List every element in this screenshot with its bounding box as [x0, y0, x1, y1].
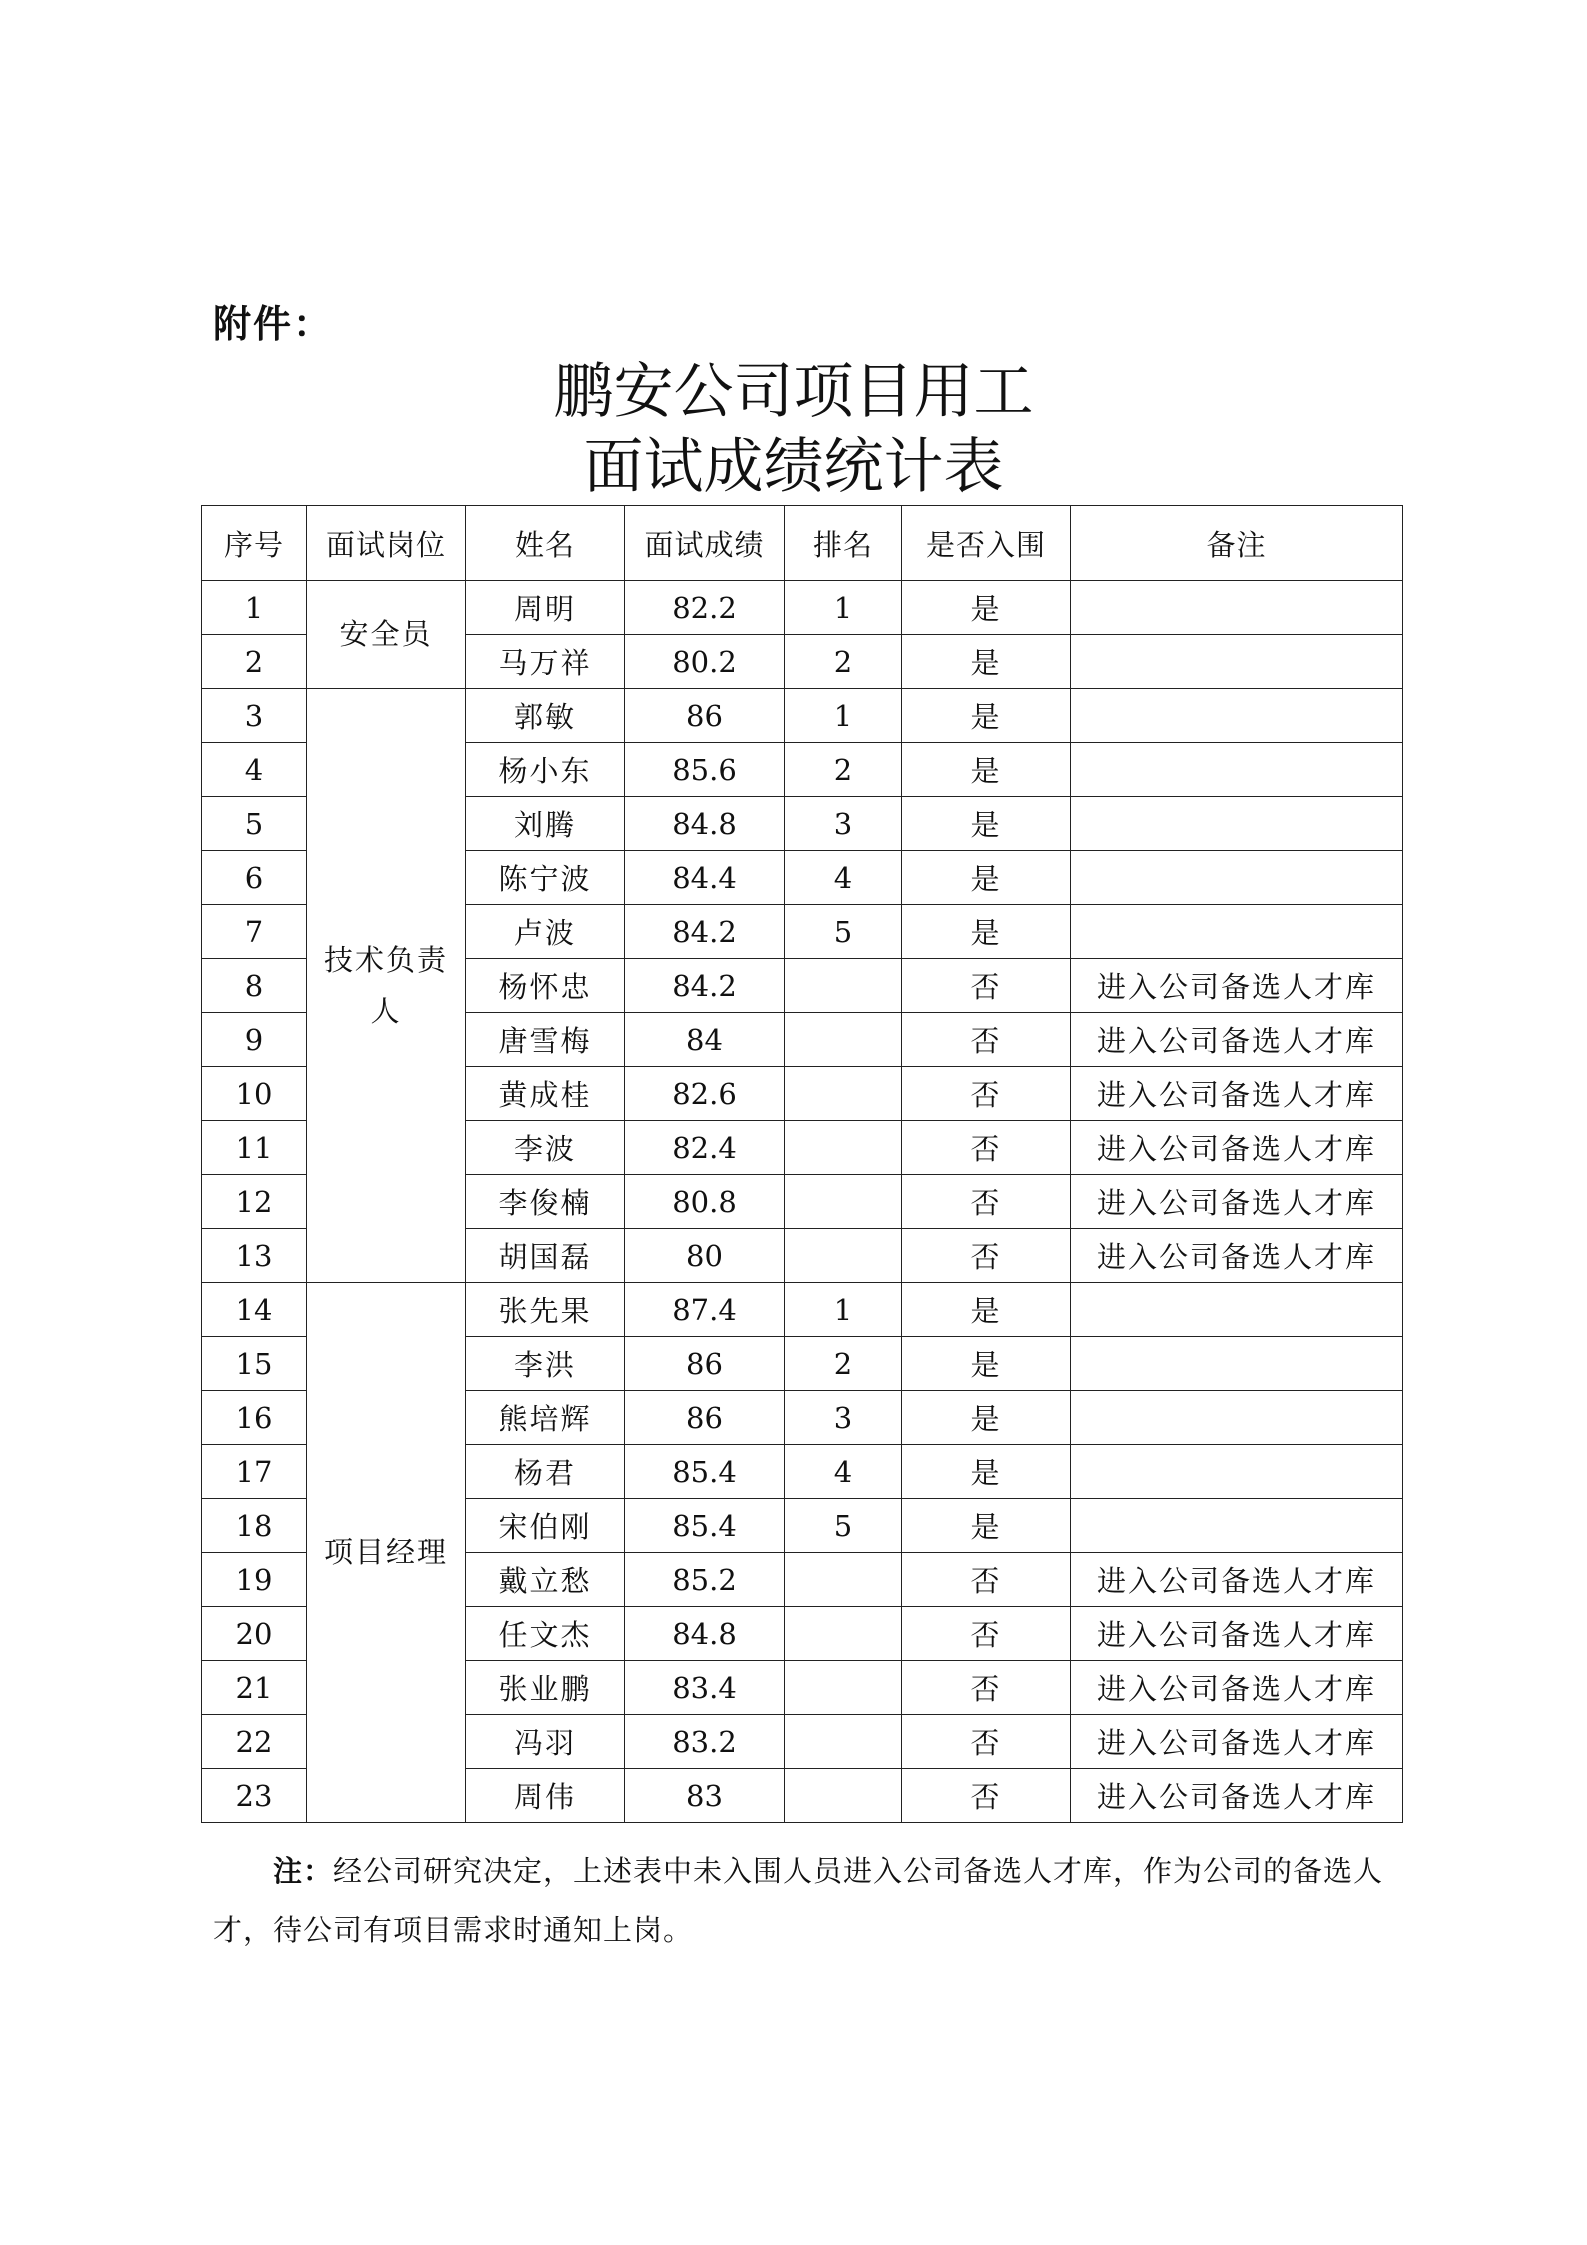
cell-name: 郭敏 [466, 689, 625, 743]
cell-rank [785, 1121, 902, 1175]
cell-rank: 2 [785, 635, 902, 689]
cell-shortlisted: 是 [902, 905, 1071, 959]
cell-no: 14 [202, 1283, 307, 1337]
cell-no: 12 [202, 1175, 307, 1229]
cell-no: 5 [202, 797, 307, 851]
cell-position: 技术负责人 [307, 689, 466, 1283]
cell-rank [785, 1067, 902, 1121]
cell-shortlisted: 否 [902, 1553, 1071, 1607]
cell-name: 任文杰 [466, 1607, 625, 1661]
header-remark: 备注 [1071, 506, 1403, 581]
cell-rank: 1 [785, 581, 902, 635]
cell-score: 84.8 [625, 1607, 785, 1661]
cell-score: 87.4 [625, 1283, 785, 1337]
cell-no: 23 [202, 1769, 307, 1823]
cell-rank: 5 [785, 905, 902, 959]
cell-remark: 进入公司备选人才库 [1071, 1013, 1403, 1067]
cell-shortlisted: 是 [902, 1445, 1071, 1499]
cell-name: 张先果 [466, 1283, 625, 1337]
footnote-label: 注： [273, 1854, 334, 1888]
cell-no: 8 [202, 959, 307, 1013]
cell-name: 李洪 [466, 1337, 625, 1391]
cell-rank: 4 [785, 851, 902, 905]
document-title-line2: 面试成绩统计表 [583, 432, 1004, 502]
cell-no: 13 [202, 1229, 307, 1283]
cell-rank: 1 [785, 689, 902, 743]
table-row [202, 1283, 1403, 1337]
cell-name: 戴立愁 [466, 1553, 625, 1607]
score-table [201, 505, 1403, 1823]
cell-remark: 进入公司备选人才库 [1071, 1661, 1403, 1715]
cell-remark: 进入公司备选人才库 [1071, 1715, 1403, 1769]
cell-name: 周伟 [466, 1769, 625, 1823]
cell-no: 1 [202, 581, 307, 635]
cell-no: 15 [202, 1337, 307, 1391]
cell-remark [1071, 905, 1403, 959]
cell-name: 胡国磊 [466, 1229, 625, 1283]
cell-score: 84 [625, 1013, 785, 1067]
cell-rank [785, 1607, 902, 1661]
cell-no: 3 [202, 689, 307, 743]
cell-score: 86 [625, 689, 785, 743]
attachment-label: 附件： [213, 302, 334, 346]
cell-score: 83.2 [625, 1715, 785, 1769]
cell-name: 周明 [466, 581, 625, 635]
cell-no: 10 [202, 1067, 307, 1121]
cell-no: 4 [202, 743, 307, 797]
cell-remark [1071, 689, 1403, 743]
cell-shortlisted: 是 [902, 743, 1071, 797]
cell-name: 李波 [466, 1121, 625, 1175]
cell-no: 19 [202, 1553, 307, 1607]
document-title-line1: 鹏安公司项目用工 [553, 357, 1034, 427]
cell-shortlisted: 是 [902, 1337, 1071, 1391]
cell-score: 80 [625, 1229, 785, 1283]
cell-shortlisted: 否 [902, 1661, 1071, 1715]
cell-no: 11 [202, 1121, 307, 1175]
cell-name: 杨怀忠 [466, 959, 625, 1013]
cell-rank [785, 1175, 902, 1229]
cell-rank [785, 1769, 902, 1823]
cell-score: 85.4 [625, 1499, 785, 1553]
cell-remark [1071, 1283, 1403, 1337]
cell-rank: 2 [785, 743, 902, 797]
cell-score: 82.2 [625, 581, 785, 635]
cell-rank: 5 [785, 1499, 902, 1553]
cell-rank [785, 1229, 902, 1283]
cell-name: 宋伯刚 [466, 1499, 625, 1553]
cell-no: 6 [202, 851, 307, 905]
cell-remark [1071, 1337, 1403, 1391]
cell-name: 冯羽 [466, 1715, 625, 1769]
cell-remark [1071, 1445, 1403, 1499]
cell-rank [785, 959, 902, 1013]
cell-shortlisted: 是 [902, 581, 1071, 635]
cell-score: 85.6 [625, 743, 785, 797]
cell-remark [1071, 851, 1403, 905]
cell-remark: 进入公司备选人才库 [1071, 1229, 1403, 1283]
cell-score: 84.8 [625, 797, 785, 851]
cell-shortlisted: 是 [902, 1499, 1071, 1553]
cell-name: 马万祥 [466, 635, 625, 689]
header-name: 姓名 [466, 506, 625, 581]
cell-no: 17 [202, 1445, 307, 1499]
cell-shortlisted: 否 [902, 1607, 1071, 1661]
cell-rank [785, 1013, 902, 1067]
cell-shortlisted: 是 [902, 851, 1071, 905]
cell-rank: 1 [785, 1283, 902, 1337]
cell-rank: 3 [785, 1391, 902, 1445]
cell-shortlisted: 否 [902, 1715, 1071, 1769]
cell-shortlisted: 否 [902, 959, 1071, 1013]
cell-rank [785, 1715, 902, 1769]
cell-name: 黄成桂 [466, 1067, 625, 1121]
header-position: 面试岗位 [307, 506, 466, 581]
cell-shortlisted: 是 [902, 635, 1071, 689]
cell-no: 20 [202, 1607, 307, 1661]
cell-position: 项目经理 [307, 1283, 466, 1823]
cell-score: 82.4 [625, 1121, 785, 1175]
cell-shortlisted: 否 [902, 1769, 1071, 1823]
cell-remark: 进入公司备选人才库 [1071, 1175, 1403, 1229]
cell-score: 80.2 [625, 635, 785, 689]
cell-no: 7 [202, 905, 307, 959]
cell-no: 18 [202, 1499, 307, 1553]
cell-score: 86 [625, 1337, 785, 1391]
cell-no: 16 [202, 1391, 307, 1445]
cell-score: 84.2 [625, 905, 785, 959]
cell-remark [1071, 581, 1403, 635]
cell-score: 84.2 [625, 959, 785, 1013]
cell-shortlisted: 是 [902, 1391, 1071, 1445]
cell-rank [785, 1661, 902, 1715]
table-row [202, 689, 1403, 743]
cell-name: 张业鹏 [466, 1661, 625, 1715]
cell-position: 安全员 [307, 581, 466, 689]
cell-score: 85.2 [625, 1553, 785, 1607]
header-shortlisted: 是否入围 [902, 506, 1071, 581]
cell-name: 陈宁波 [466, 851, 625, 905]
cell-remark: 进入公司备选人才库 [1071, 1607, 1403, 1661]
cell-shortlisted: 否 [902, 1175, 1071, 1229]
footnote-text: 经公司研究决定，上述表中未入围人员进入公司备选人才库，作为公司的备选人才，待公司有项目需求时通知上岗。 [213, 1854, 1384, 1947]
cell-rank: 2 [785, 1337, 902, 1391]
table-body [202, 581, 1403, 1823]
cell-remark [1071, 635, 1403, 689]
cell-remark: 进入公司备选人才库 [1071, 959, 1403, 1013]
cell-name: 刘腾 [466, 797, 625, 851]
cell-name: 杨君 [466, 1445, 625, 1499]
cell-rank: 4 [785, 1445, 902, 1499]
cell-remark: 进入公司备选人才库 [1071, 1769, 1403, 1823]
footnote [213, 1842, 1403, 1960]
cell-name: 李俊楠 [466, 1175, 625, 1229]
cell-shortlisted: 否 [902, 1121, 1071, 1175]
cell-score: 85.4 [625, 1445, 785, 1499]
cell-remark [1071, 743, 1403, 797]
cell-remark: 进入公司备选人才库 [1071, 1553, 1403, 1607]
cell-shortlisted: 是 [902, 797, 1071, 851]
cell-remark [1071, 797, 1403, 851]
cell-score: 83.4 [625, 1661, 785, 1715]
cell-no: 9 [202, 1013, 307, 1067]
cell-score: 86 [625, 1391, 785, 1445]
cell-remark: 进入公司备选人才库 [1071, 1067, 1403, 1121]
cell-name: 杨小东 [466, 743, 625, 797]
cell-score: 82.6 [625, 1067, 785, 1121]
cell-rank [785, 1553, 902, 1607]
cell-remark [1071, 1391, 1403, 1445]
cell-remark [1071, 1499, 1403, 1553]
cell-name: 卢波 [466, 905, 625, 959]
cell-no: 22 [202, 1715, 307, 1769]
cell-name: 熊培辉 [466, 1391, 625, 1445]
table-header-row [202, 506, 1403, 581]
cell-score: 80.8 [625, 1175, 785, 1229]
cell-shortlisted: 否 [902, 1013, 1071, 1067]
cell-no: 2 [202, 635, 307, 689]
cell-shortlisted: 是 [902, 1283, 1071, 1337]
cell-shortlisted: 否 [902, 1067, 1071, 1121]
cell-remark: 进入公司备选人才库 [1071, 1121, 1403, 1175]
cell-score: 84.4 [625, 851, 785, 905]
cell-no: 21 [202, 1661, 307, 1715]
cell-shortlisted: 是 [902, 689, 1071, 743]
cell-rank: 3 [785, 797, 902, 851]
header-score: 面试成绩 [625, 506, 785, 581]
header-rank: 排名 [785, 506, 902, 581]
cell-shortlisted: 否 [902, 1229, 1071, 1283]
header-no: 序号 [202, 506, 307, 581]
table-row [202, 581, 1403, 635]
cell-name: 唐雪梅 [466, 1013, 625, 1067]
cell-score: 83 [625, 1769, 785, 1823]
